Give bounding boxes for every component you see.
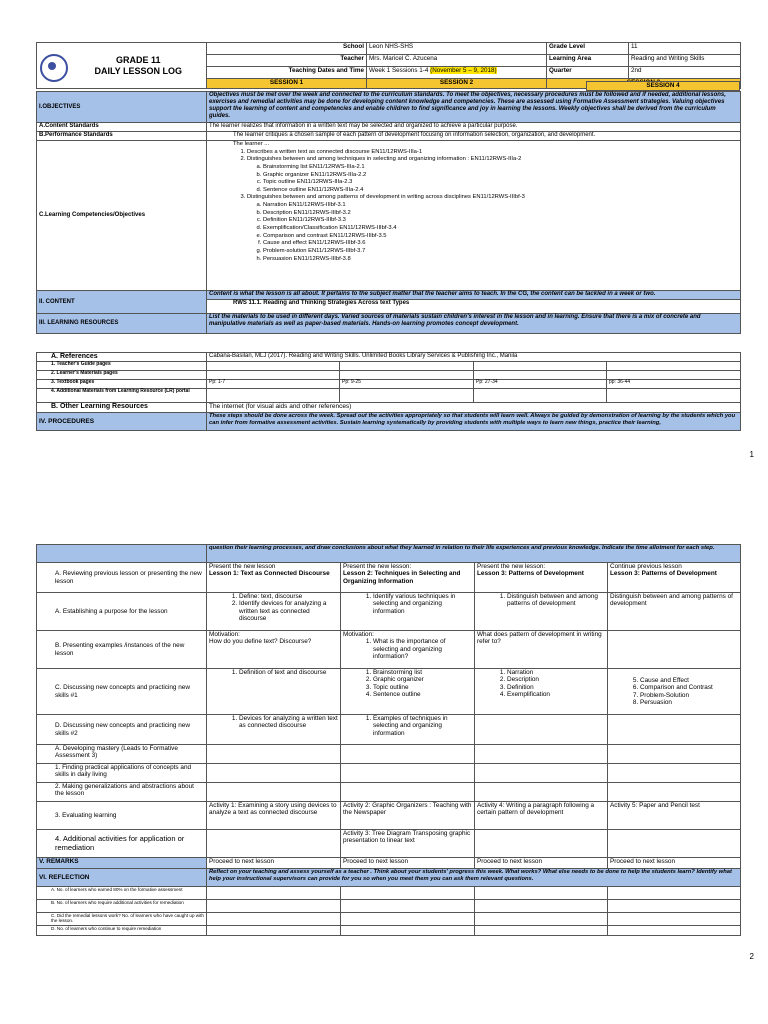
objectives-note: Objectives must be met over the week and connected to the curriculum standards. To meet the objectives, necessary procedures must be followed and if needed, additional lessons, exercises and remedial activities may be done for developing content knowledge and competencies. These are assessed using Formative Assessment strategies. Valuing objectives support the learning of content and competencies and enable children to find significance and joy in learning the lessons. Weekly objectives shall be derived from the curriculum guides.: [207, 92, 741, 123]
discuss1-s2-item-3: 3. Topic outline: [373, 684, 472, 691]
additional-s1: [207, 830, 341, 858]
row-evaluating-s1: Activity 1: Examining a story using devices to analyze a text as connected discourse: [207, 802, 341, 830]
rb-s2: [341, 900, 475, 913]
rb-s1: [207, 900, 341, 913]
competency-3e: e. Comparison and contrast EN11/12RWS-IIIbf-3.5: [263, 233, 738, 241]
log-title: [71, 43, 207, 89]
purpose-s1-item-1: 1. Define: text, discourse: [239, 593, 338, 600]
rc-s2: [341, 913, 475, 926]
row-applications-label: 1. Finding practical applications of concepts and skills in daily living: [37, 764, 207, 783]
lr-s2: [340, 389, 474, 403]
lm-s1: [207, 371, 340, 380]
lesson-log-body-1: [36, 91, 741, 334]
applications-s4: [608, 764, 741, 783]
review-s2-lesson: Lesson 2: Techniques in Selecting and Organizing Information: [343, 570, 461, 585]
applications-s1: [207, 764, 341, 783]
competency-2-text: Distinguishes between and among techniques in selecting and organizing information : EN11/12RWS-IIIa-2: [247, 156, 522, 163]
discuss1-s4-item-5: 5. Cause and Effect: [640, 677, 738, 684]
row-evaluating-s2: Activity 2: Graphic Organizers : Teaching with the Newspaper: [341, 802, 475, 830]
tg-s1: [207, 362, 340, 371]
row-examples-label: B. Presenting examples /instances of the new lesson: [37, 631, 207, 669]
remarks-s1: Proceed to next lesson: [207, 858, 341, 869]
mastery-s1: [207, 745, 341, 764]
generalizations-s2: [341, 783, 475, 802]
review-s1-lesson: Lesson 1: Text as Connected Discourse: [209, 570, 330, 578]
competency-3-text: Distinguishes between and among patterns of development in writing across disciplines EN11/12RWS-IIIbf-3: [247, 194, 525, 201]
competency-3h: h. Persuasion EN11/12RWS-IIIbf-3.8: [263, 256, 738, 264]
review-s3-text: Present the new lesson:: [477, 563, 546, 570]
purpose-s1-item-2: 2. Identify devices for analyzing a written text as connected discourse: [239, 600, 338, 622]
discuss1-s3-item-3: 3. Definition: [507, 684, 605, 691]
grade-level-value: 11: [629, 43, 741, 55]
ra-s1: [207, 887, 341, 900]
rc-s3: [475, 913, 608, 926]
row-discuss1-s1: [207, 669, 341, 715]
lr-s3: [474, 389, 607, 403]
row-evaluating-label: 3. Evaluating learning: [37, 802, 207, 830]
rb-s4: [608, 900, 741, 913]
additional-s4: [608, 830, 741, 858]
row-purpose-s1: [207, 593, 341, 631]
applications-s3: [475, 764, 608, 783]
row-additional-label: 4. Additional activities for application or remediation: [37, 830, 207, 858]
resources-note: List the materials to be used in different days. Varied sources of materials sustain children's interest in the lesson and in learning. Ensure that there is a mix of concrete and manipulative materials as well as paper-based materials. Hands-on learning promotes concept development.: [207, 314, 741, 334]
performance-standards-label: B.Performance Standards: [37, 132, 207, 141]
session-1-header: SESSION 1: [207, 79, 367, 89]
procedures-cont-label: [37, 545, 207, 563]
grade-title: GRADE 11: [115, 55, 161, 66]
discuss1-s2-item-4: 4. Sentence outline: [373, 691, 472, 698]
discuss1-s1-item: 1. Definition of text and discourse: [239, 669, 338, 676]
competency-3c: c. Definition EN11/12RWS-IIIbf-3.3: [263, 217, 738, 225]
row-discuss1-s3: [475, 669, 608, 715]
generalizations-s4: [608, 783, 741, 802]
performance-standards-value: The learner critiques a chosen sample of each pattern of development focusing on information selection, organization, and development.: [207, 132, 741, 141]
purpose-s2-item: 1. Identify various techniques in selecting and organizing information: [373, 593, 472, 615]
learning-area-label: Learning Area: [547, 55, 629, 67]
quarter-value: 2nd: [629, 67, 741, 79]
competency-3g: g. Problem-solution EN11/12RWS-IIIbf-3.7: [263, 248, 738, 256]
rd-s4: [608, 926, 741, 936]
competency-2c: c. Topic outline EN11/12RWS-IIIa-2.3: [263, 179, 738, 187]
reflection-row-b: B. No. of learners who require additional activities for remediation: [37, 900, 207, 913]
remarks-s4: Proceed to next lesson: [608, 858, 741, 869]
textbook-pages-s2: Pp: 9-25: [340, 380, 474, 389]
references-label: A. References: [37, 353, 207, 362]
rc-s1: [207, 913, 341, 926]
row-evaluating-s3: Activity 4: Writing a paragraph following a certain pattern of development: [475, 802, 608, 830]
rd-s2: [341, 926, 475, 936]
procedures-note-cont: question their learning processes, and draw conclusions about what they learned in relation to their life experiences and previous knowledge. Indicate the time allotment for each step.: [207, 545, 741, 563]
objectives-label: I.OBJECTIVES: [37, 92, 207, 123]
discuss1-s3-item-1: 1. Narration: [507, 669, 605, 676]
row-evaluating-s4: Activity 5: Paper and Pencil test: [608, 802, 741, 830]
content-standards-value: The learner realizes that information in a written text may be selected and organized to achieve a particular purpose.: [207, 123, 741, 132]
tg-s4: [607, 362, 741, 371]
competency-3f: f. Cause and effect EN11/12RWS-IIIbf-3.6: [263, 240, 738, 248]
row-generalizations-label: 2. Making generalizations and abstractions about the lesson: [37, 783, 207, 802]
row-review-s3: [475, 563, 608, 593]
examples-s2-motivation: Motivation:: [343, 631, 374, 638]
discuss1-s3-item-2: 2. Description: [507, 676, 605, 683]
lesson-log-page-2: [36, 544, 741, 936]
examples-s1-question: How do you define text? Discourse?: [209, 638, 312, 646]
discuss1-s2-item-1: 1. Brainstorming list: [373, 669, 472, 676]
discuss1-s4-item-8: 8. Persuasion: [640, 699, 738, 706]
lr-s1: [207, 389, 340, 403]
row-discuss2-s4: [608, 715, 741, 745]
ra-s3: [475, 887, 608, 900]
row-discuss2-s1: [207, 715, 341, 745]
discuss2-s2-item: 1. Examples of techniques in selecting and organizing information: [373, 715, 472, 737]
page-number-2: 2: [749, 952, 754, 961]
dates-value: [367, 67, 547, 79]
review-s4-lesson: Lesson 3: Patterns of Development: [610, 570, 717, 578]
row-review-label: A. Reviewing previous lesson or presenting the new lesson: [37, 563, 207, 593]
tg-s2: [340, 362, 474, 371]
remarks-label: V. REMARKS: [37, 858, 207, 869]
content-note: Content is what the lesson is all about. It pertains to the subject matter that the teacher aims to teach. In the CG, the content can be tackled in a week or two.: [207, 291, 741, 300]
row-discuss1-s2: [341, 669, 475, 715]
learning-area-value: Reading and Writing Skills: [629, 55, 741, 67]
reflection-note: Reflect on your teaching and assess yourself as a teacher . Think about your students' progress this week. What works? What else needs to be done to help the students learn? Identify what help your instructional supervisors can provide for you so when you meet them you can ask them relevant questions.: [207, 869, 741, 887]
competency-1: 1. Describes a written text as connected discourse EN11/12RWS-IIIa-1: [247, 149, 738, 157]
procedures-label: IV. PROCEDURES: [37, 413, 207, 431]
discuss2-s1-item: 1. Devices for analyzing a written text as connected discourse: [239, 715, 338, 730]
examples-s2-question: 1. What is the importance of selecting and organizing information?: [373, 638, 472, 660]
row-examples-s3: What does pattern of development in writing refer to?: [475, 631, 608, 669]
row-purpose-s2: [341, 593, 475, 631]
row-discuss2-s2: [341, 715, 475, 745]
competency-2d: d. Sentence outline EN11/12RWS-IIIa-2.4: [263, 187, 738, 195]
textbook-pages-s1: Pp: 1-7: [207, 380, 340, 389]
row-mastery-label: A. Developing mastery (Leads to Formative Assessment 3): [37, 745, 207, 764]
discuss1-s2-item-2: 2. Graphic organizer: [373, 676, 472, 683]
discuss1-s3-item-4: 4. Exemplification: [507, 691, 605, 698]
other-resources-value: The internet (for visual aids and other references): [207, 403, 741, 413]
review-s2-text: Present the new lesson:: [343, 563, 412, 570]
week-text: Week 1 Sessions 1-4: [369, 67, 429, 74]
session-4-header: SESSION 4: [586, 81, 740, 91]
row-discuss2-label: D. Discussing new concepts and practicing new skills #2: [37, 715, 207, 745]
rd-s3: [475, 926, 608, 936]
row-review-s2: [341, 563, 475, 593]
content-label: II. CONTENT: [37, 291, 207, 314]
row-purpose-label: A. Establishing a purpose for the lesson: [37, 593, 207, 631]
row-review-s4: [608, 563, 741, 593]
textbook-label: 3. Textbook pages: [37, 380, 207, 389]
content-standards-label: A.Content Standards: [37, 123, 207, 132]
session-2-header: SESSION 2: [367, 79, 547, 89]
reflection-label: VI. REFLECTION: [37, 869, 207, 887]
additional-s3: [475, 830, 608, 858]
grade-level-label: Grade Level: [547, 43, 629, 55]
lr-s4: [607, 389, 741, 403]
log-title-text: DAILY LESSON LOG: [94, 65, 183, 76]
reflection-row-a: A. No. of learners who earned 80% on the formative assessment: [37, 887, 207, 900]
teachers-guide-label: 1. Teacher's Guide pages: [37, 362, 207, 371]
competency-3b: b. Description EN11/12RWS-IIIbf-3.2: [263, 210, 738, 218]
lr-portal-label: 4. Additional Materials from Learning Resource (LR) portal: [37, 389, 207, 403]
textbook-pages-s3: Pp: 27-34: [474, 380, 607, 389]
applications-s2: [341, 764, 475, 783]
teacher-label: Teacher: [207, 55, 367, 67]
mastery-s2: [341, 745, 475, 764]
quarter-label: Quarter: [547, 67, 629, 79]
review-s3-lesson: Lesson 3: Patterns of Development: [477, 570, 584, 578]
references-value: Cabana-Basilan, MLJ (2017). Reading and Writing Skills. Unlimited Books Library Services & Publishing Inc., Manila: [207, 353, 741, 362]
row-additional-s2: Activity 3: Tree Diagram Transposing graphic presentation to linear text: [341, 830, 475, 858]
reflection-row-d: D. No. of learners who continue to require remediation: [37, 926, 207, 936]
generalizations-s1: [207, 783, 341, 802]
content-value: RWS 11.1. Reading and Thinking Strategies Across text Types: [207, 300, 741, 314]
resources-label: III. LEARNING RESOURCES: [37, 314, 207, 334]
teacher-value: Mrs. Maricel C. Azucena: [367, 55, 547, 67]
resources-table: [36, 352, 741, 431]
deped-seal: [37, 43, 71, 89]
row-review-s1: [207, 563, 341, 593]
rb-s3: [475, 900, 608, 913]
reflection-row-c: C. Did the remedial lessons work? No. of learners who have caught up with the lesson.: [37, 913, 207, 926]
ra-s4: [608, 887, 741, 900]
page-number-1: 1: [749, 450, 754, 459]
procedures-note: These steps should be done across the week. Spread out the activities appropriately so that students will learn well. Always be guided by demonstration of learning by the students which you can infer from formative assessment activities. Sustain learning systematically by providing students with multiple ways to learn new things, practice their learning,: [207, 413, 741, 431]
learners-materials-label: 2. Learner's Materials pages: [37, 371, 207, 380]
competency-2: [247, 156, 738, 194]
row-purpose-s4: Distinguish between and among patterns of development: [608, 593, 741, 631]
school-value: Leon NHS-SHS: [367, 43, 547, 55]
competency-3a: a. Narration EN11/12RWS-IIIbf-3.1: [263, 202, 738, 210]
row-examples-s1: [207, 631, 341, 669]
generalizations-s3: [475, 783, 608, 802]
dates-label: Teaching Dates and Time: [207, 67, 367, 79]
row-discuss1-label: C. Discussing new concepts and practicing new skills #1: [37, 669, 207, 715]
rd-s1: [207, 926, 341, 936]
seal-icon: [40, 54, 68, 82]
review-s1-text: Present the new lesson: [209, 563, 276, 570]
remarks-s3: Proceed to next lesson: [475, 858, 608, 869]
ra-s2: [341, 887, 475, 900]
tg-s3: [474, 362, 607, 371]
row-purpose-s3: [475, 593, 608, 631]
competency-3: [247, 194, 738, 263]
review-s4-text: Continue previous lesson: [610, 563, 682, 570]
dates-highlight: (November 5 – 9, 2018): [430, 67, 497, 74]
competency-3d: d. Exemplification/Classification EN11/12RWS-IIIbf-3.4: [263, 225, 738, 233]
purpose-s3-item: 1. Distinguish between and among patterns of development: [507, 593, 605, 608]
competency-2a: a. Brainstorming list EN11/12RWS-IIIa-2.1: [263, 164, 738, 172]
discuss1-s4-item-7: 7. Problem-Solution: [640, 692, 738, 699]
mastery-s3: [475, 745, 608, 764]
competencies-list: [207, 141, 741, 291]
discuss1-s4-item-6: 6. Comparison and Contrast: [640, 684, 738, 691]
competencies-intro: The learner ...: [233, 141, 270, 147]
examples-s1-motivation: Motivation:: [209, 631, 240, 638]
textbook-pages-s4: pp: 36-44: [607, 380, 741, 389]
row-examples-s4: [608, 631, 741, 669]
row-discuss2-s3: [475, 715, 608, 745]
competency-2b: b. Graphic organizer EN11/12RWS-IIIa-2.2: [263, 172, 738, 180]
row-examples-s2: [341, 631, 475, 669]
rc-s4: [608, 913, 741, 926]
competencies-label: C.Learning Competencies/Objectives: [37, 141, 207, 291]
remarks-s2: Proceed to next lesson: [341, 858, 475, 869]
other-resources-label: B. Other Learning Resources: [37, 403, 207, 413]
row-discuss1-s4: [608, 669, 741, 715]
mastery-s4: [608, 745, 741, 764]
school-label: School: [207, 43, 367, 55]
